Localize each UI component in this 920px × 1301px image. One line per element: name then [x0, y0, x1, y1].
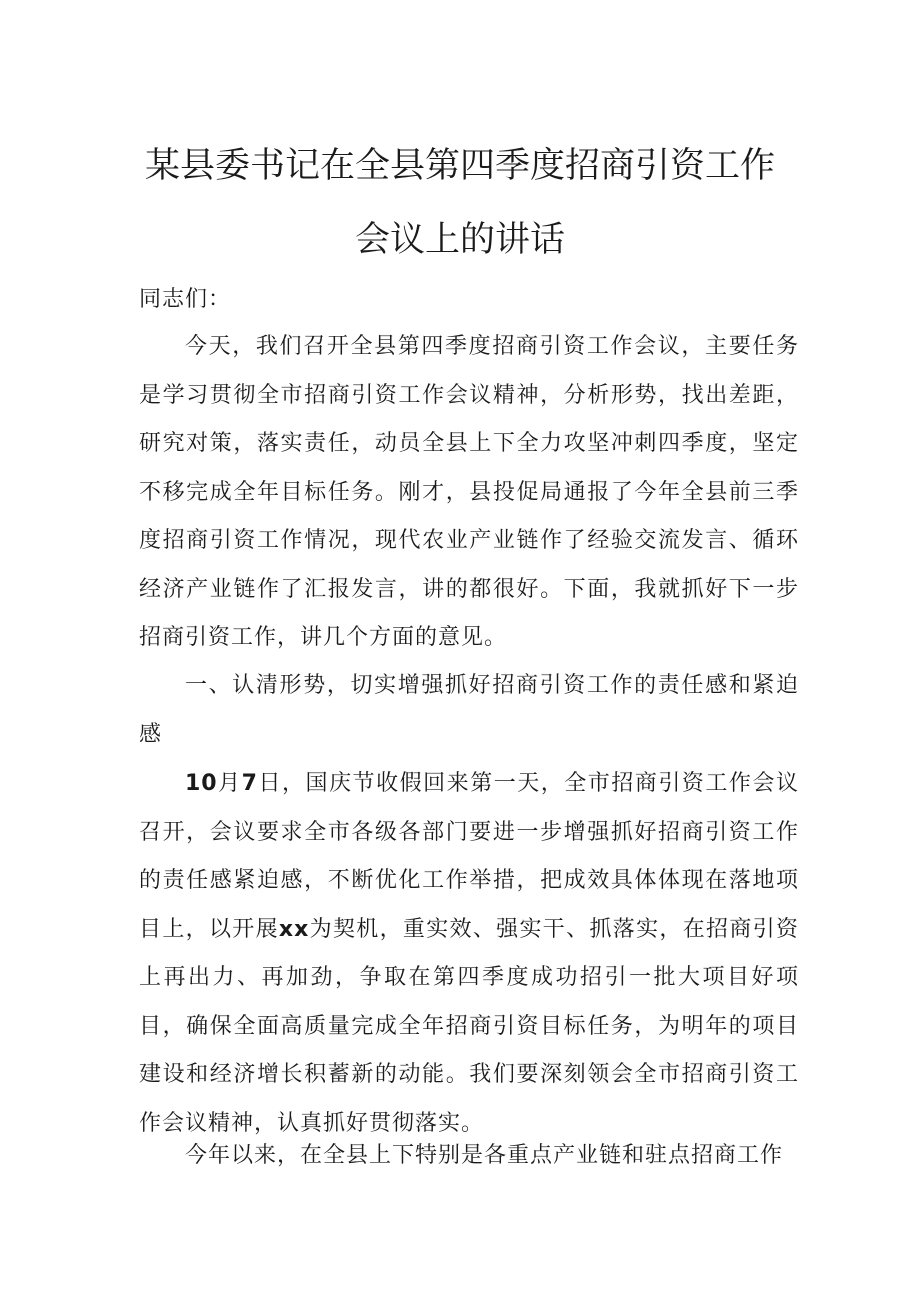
date-month-unit: 月 [217, 771, 242, 796]
paragraph-text-part-b: 为契机，重实效、强实干、抓落实，在招商引资上再出力、再加劲，争取在第四季度成功招引一批大项目好项目，确保全面高质量完成全年招商引资目标任务，为明年的项目建设和经济增长积蓄新的动能。我们要深刻领会全市招商引资工作会议精神，认真抓好贯彻落实。 [139, 916, 799, 1136]
date-day-number: 7 [241, 771, 258, 796]
document-title-line-2: 会议上的讲话 [354, 220, 565, 260]
paragraph-intro: 今天，我们召开全县第四季度招商引资工作会议，主要任务是学习贯彻全市招商引资工作会议精神，分析形势，找出差距，研究对策，落实责任，动员全县上下全力攻坚冲刺四季度，坚定不移完成全年目标任务。刚才，县投促局通报了今年全县前三季度招商引资工作情况，现代农业产业链作了经验交流发言、循环经济产业链作了汇报发言，讲的都很好。下面，我就抓好下一步招商引资工作，讲几个方面的意见。 [139, 334, 799, 650]
paragraph-text-part-a: 日，国庆节收假回来第一天，全市招商引资工作会议召开，会议要求全市各级各部门要进一步增强抓好招商引资工作的责任感紧迫感，不断优化工作举措，把成效具体体现在落地项目上，以开展 [139, 771, 799, 942]
section-heading-1: 一、认清形势，切实增强抓好招商引资工作的责任感和紧迫感 [139, 673, 799, 747]
date-month-number: 10 [185, 771, 218, 796]
paragraph-continued: 今年以来，在全县上下特别是各重点产业链和驻点招商工作 [185, 1143, 784, 1168]
salutation: 同志们： [139, 287, 232, 312]
placeholder-xx: xx [278, 916, 310, 942]
document-title-line-1: 某县委书记在全县第四季度招商引资工作 [144, 146, 775, 186]
paragraph-meeting-summary [139, 760, 799, 1148]
